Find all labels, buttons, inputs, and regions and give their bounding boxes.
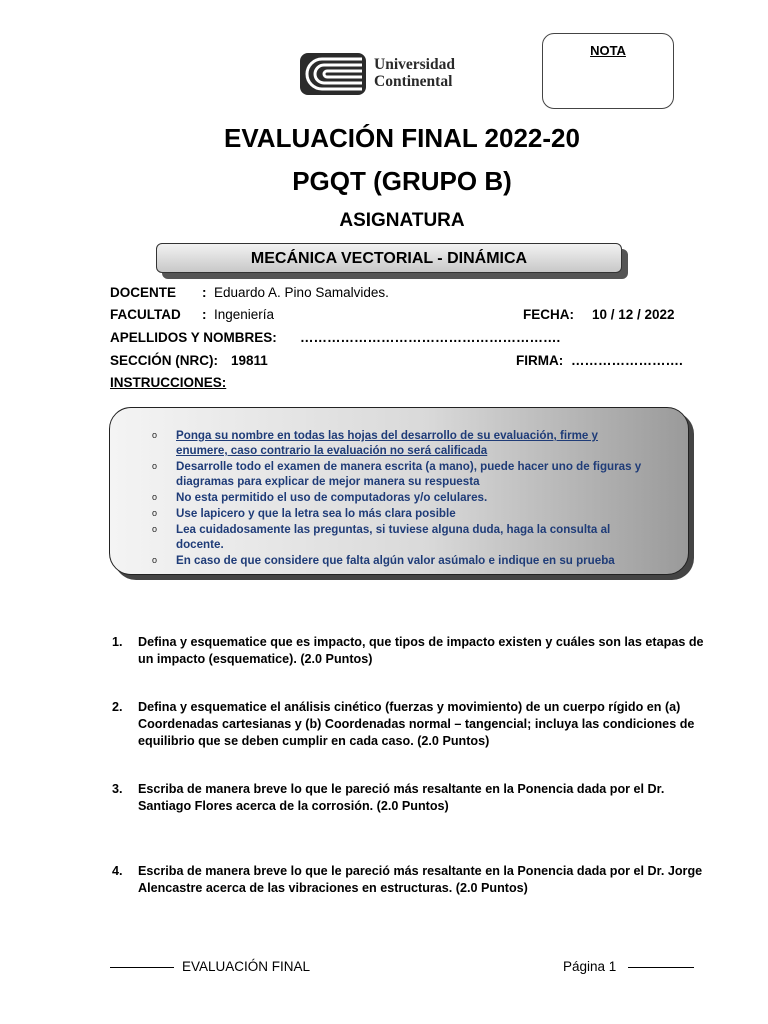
university-logo-icon — [300, 53, 366, 95]
logo-line-1: Universidad — [374, 56, 455, 73]
bullet-icon: o — [152, 430, 158, 440]
fecha-value: 10 / 12 / 2022 — [592, 307, 675, 322]
exam-title: EVALUACIÓN FINAL 2022-20 — [224, 123, 580, 153]
footer-page-number: Página 1 — [563, 959, 617, 974]
apellidos-label: APELLIDOS Y NOMBRES: — [110, 330, 277, 345]
university-logo-text — [374, 56, 455, 90]
exam-group: PGQT (GRUPO B) — [292, 166, 512, 196]
question-number: 2. — [112, 700, 123, 714]
grade-box-label: NOTA — [590, 43, 626, 58]
question-text: Escriba de manera breve lo que le pareció más resaltante en la Ponencia dada por el Dr. Santiago Flores acerca de la corrosión. (2.0 Puntos) — [138, 782, 665, 813]
instruction-item — [152, 506, 652, 521]
logo-line-2: Continental — [374, 73, 453, 90]
question-3 — [112, 781, 717, 817]
instruction-item — [152, 522, 652, 552]
instructions-list — [152, 428, 652, 569]
apellidos-dots: …………………………………………………. — [300, 330, 561, 345]
docente-value: Eduardo A. Pino Samalvides. — [214, 285, 389, 300]
facultad-value: Ingeniería — [214, 307, 275, 322]
docente-colon: : — [202, 285, 207, 300]
question-text: Defina y esquematice que es impacto, que tipos de impacto existen y cuáles son las etapas de un impacto (esquematice). (2.0 Puntos) — [138, 635, 704, 666]
instruction-text: Ponga su nombre en todas las hojas del desarrollo de su evaluación, firme y enumere, caso contrario la evaluación no será calificada — [176, 429, 599, 457]
question-4 — [112, 863, 717, 899]
question-2 — [112, 699, 717, 753]
footer-title: EVALUACIÓN FINAL — [182, 959, 311, 974]
bullet-icon: o — [152, 492, 158, 502]
footer-rule-left — [110, 967, 174, 968]
bullet-icon: o — [152, 508, 158, 518]
fecha-label: FECHA: — [523, 307, 574, 322]
instruction-item — [152, 459, 652, 489]
bullet-icon: o — [152, 461, 158, 471]
instruction-text: Use lapicero y que la letra sea lo más clara posible — [176, 507, 456, 520]
question-number: 4. — [112, 864, 123, 878]
instruction-item — [152, 553, 652, 568]
question-number: 1. — [112, 635, 123, 649]
instruction-item — [152, 490, 652, 505]
facultad-colon: : — [202, 307, 207, 322]
bullet-icon: o — [152, 555, 158, 565]
seccion-value: 19811 — [231, 353, 268, 368]
question-text: Escriba de manera breve lo que le pareció más resaltante en la Ponencia dada por el Dr. Jorge Alencastre acerca de las vibraciones en estructuras. (2.0 Puntos) — [138, 864, 703, 895]
seccion-label: SECCIÓN (NRC): — [110, 353, 218, 368]
question-text: Defina y esquematice el análisis cinético (fuerzas y movimiento) de un cuerpo rígido en (a) Coordenadas cartesianas y (b) Coordenadas normal – tangencial; incluya las condiciones de equilibrio que se deben cumplir en cada caso. (2.0 Puntos) — [138, 700, 695, 748]
bullet-icon: o — [152, 524, 158, 534]
grade-box — [542, 33, 674, 109]
subject-heading: ASIGNATURA — [339, 210, 465, 231]
instruction-text: Lea cuidadosamente las preguntas, si tuviese alguna duda, haga la consulta al docente. — [176, 523, 611, 551]
facultad-label: FACULTAD — [110, 307, 181, 322]
instruction-item — [152, 428, 652, 458]
instruction-text: En caso de que considere que falta algún valor asúmalo e indique en su prueba — [176, 554, 615, 567]
question-1 — [112, 634, 717, 670]
university-logo — [300, 53, 480, 95]
instrucciones-label: INSTRUCCIONES: — [110, 375, 227, 390]
footer-rule-right — [628, 967, 694, 968]
question-number: 3. — [112, 782, 123, 796]
firma-dots: ……………………. — [571, 353, 683, 368]
instruction-text: No esta permitido el uso de computadoras y/o celulares. — [176, 491, 488, 504]
firma-label: FIRMA: — [516, 353, 564, 368]
subject-banner: MECÁNICA VECTORIAL - DINÁMICA — [156, 243, 622, 273]
instruction-text: Desarrolle todo el examen de manera escrita (a mano), puede hacer uno de figuras y diagramas para explicar de mejor manera su respuesta — [176, 460, 642, 488]
instructions-box — [109, 407, 689, 575]
docente-label: DOCENTE — [110, 285, 177, 300]
